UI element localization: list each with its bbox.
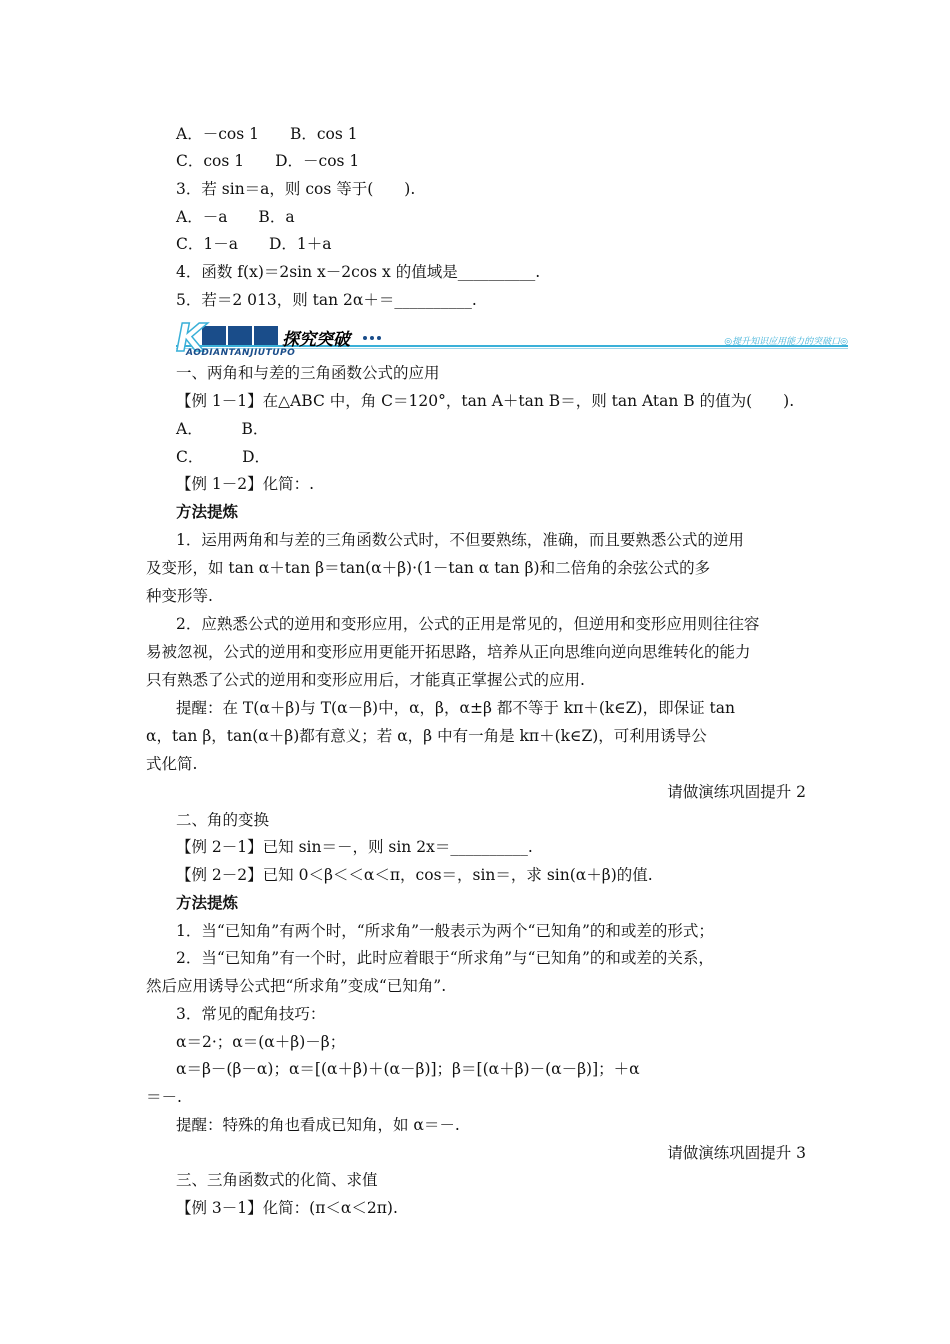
banner-subtitle: AODIANTANJIUTUPO [186,348,296,358]
example-1-1-options-ab: A． B． [176,420,269,438]
banner-title: 探究突破 [282,330,350,350]
method-2-line-3: 只有熟悉了公式的逆用和变形应用后，才能真正掌握公式的应用. [146,671,585,689]
formula-line-3: ＝－. [146,1088,182,1106]
example-1-1: 【例 1－1】在△ABC 中，角 C＝120°，tan A＋tan B＝，则 tan Atan B 的值为( ). [176,392,795,410]
followup-2: 请做演练巩固提升 2 [667,783,806,801]
note-1-line-1: 提醒：在 T(α＋β)与 T(α－β)中，α，β，α±β 都不等于 kπ＋(k∈Z)，即保证 tan [176,699,735,717]
section-1-heading: 一、两角和与差的三角函数公式的应用 [176,364,440,382]
method-title-2: 方法提炼 [176,893,239,912]
question-2-options-cd: C．cos 1 D．－cos 1 [176,152,360,170]
method-1-line-2: 及变形，如 tan α＋tan β＝tan(α＋β)·(1－tan α tan β)和二倍角的余弦公式的多 [146,559,711,577]
method-2-1: 1．当“已知角”有两个时，“所求角”一般表示为两个“已知角”的和或差的形式； [176,922,714,940]
method-1-line-3: 种变形等. [146,587,213,605]
question-3-options-ab: A．－a B．a [176,208,295,226]
example-2-1: 【例 2－1】已知 sin＝－，则 sin 2x＝__________. [176,838,533,856]
followup-3: 请做演练巩固提升 3 [667,1144,806,1162]
example-2-2: 【例 2－2】已知 0＜β＜＜α＜π，cos＝，sin＝，求 sin(α＋β)的值. [176,866,653,884]
note-2: 提醒：特殊的角也看成已知角，如 α＝－. [176,1116,460,1134]
banner-slogan: ◎提升知识应用能力的突破口◎ [724,337,848,347]
method-2-2-line-2: 然后应用诱导公式把“所求角”变成“已知角”. [146,977,447,995]
method-2-2-line-1: 2．当“已知角”有一个时，此时应着眼于“所求角”与“已知角”的和或差的关系， [176,949,714,967]
question-4: 4．函数 f(x)＝2sin x－2cos x 的值域是__________. [176,263,541,281]
section-banner [176,316,848,360]
note-1-line-3: 式化简. [146,755,198,773]
formula-line-1: α＝2·；α＝(α＋β)－β； [176,1033,346,1051]
method-2-3: 3．常见的配角技巧： [176,1005,326,1023]
example-3-1: 【例 3－1】化简：(π＜α＜2π). [176,1199,398,1217]
section-2-heading: 二、角的变换 [176,811,270,829]
question-5: 5．若＝2 013，则 tan 2α＋＝__________. [176,291,477,309]
method-2-line-1: 2．应熟悉公式的逆用和变形应用，公式的正用是常见的，但逆用和变形应用则往往容 [176,615,760,633]
question-3-options-cd: C．1－a D．1＋a [176,235,332,253]
method-1-line-1: 1．运用两角和与差的三角函数公式时，不但要熟练，准确，而且要熟悉公式的逆用 [176,531,744,549]
section-3-heading: 三、三角函数式的化简、求值 [176,1171,378,1189]
banner-letter: K [176,316,206,360]
method-2-line-2: 易被忽视，公式的逆用和变形应用更能开拓思路，培养从正向思维向逆向思维转化的能力 [146,643,751,661]
example-1-1-options-cd: C． D． [176,448,271,466]
method-title-1: 方法提炼 [176,502,239,521]
formula-line-2: α＝β－(β－α)；α＝[(α＋β)＋(α－β)]；β＝[(α＋β)－(α－β)]；＋α [176,1060,640,1078]
example-1-2: 【例 1－2】化简：. [176,475,315,493]
question-2-options-ab: A．－cos 1 B．cos 1 [176,125,358,143]
question-3: 3．若 sin＝a，则 cos 等于( ). [176,180,416,198]
note-1-line-2: α，tan β，tan(α＋β)都有意义；若 α，β 中有一角是 kπ＋(k∈Z)，可利用诱导公 [146,727,707,745]
